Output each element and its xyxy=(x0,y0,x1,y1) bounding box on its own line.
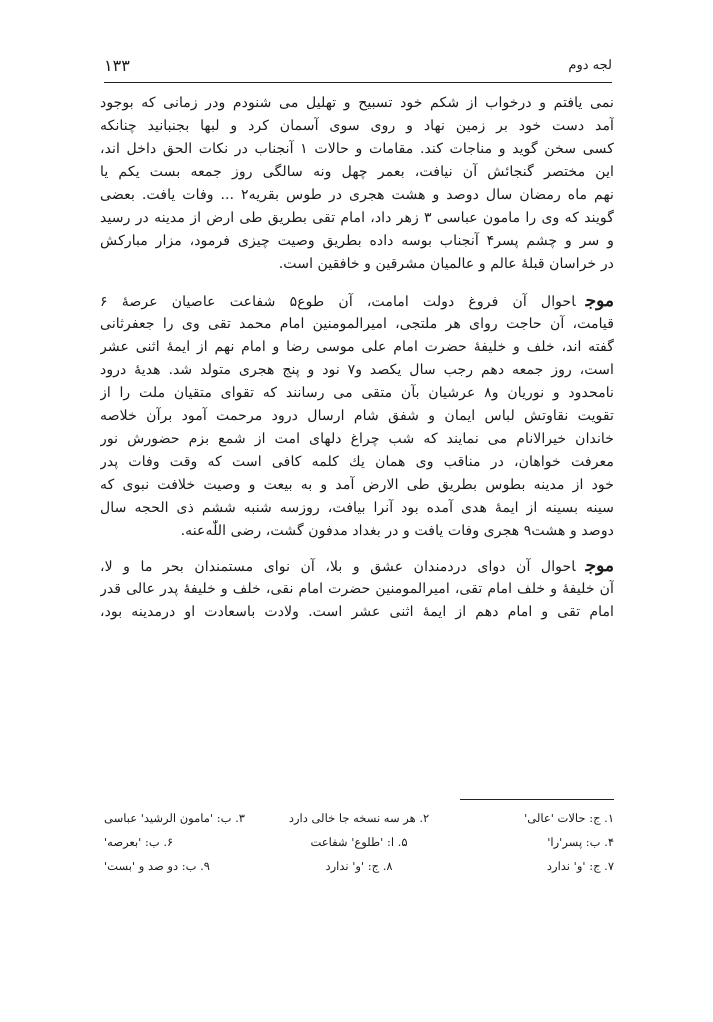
text-line-with-heading xyxy=(100,290,614,313)
footnote-row xyxy=(104,806,614,830)
footnote: ۸. ج: 'و' ندارد xyxy=(325,859,393,873)
footnote: ۲. هر سه نسخه جا خالی دارد xyxy=(288,811,430,825)
text-line: گویند که وی را مامون عباسی ۳ زهر داد، امام تقی بطریق طی ارض از مدینه در رسید xyxy=(100,210,614,226)
running-title: لجه دوم xyxy=(568,58,612,73)
text-line: آن خلیفهٔ و خلف امام تقی، امیرالمومنین حضرت امام نقی، خلف و خلیفهٔ پدر عالی قدر xyxy=(100,581,614,597)
section-heading: موج xyxy=(585,556,614,576)
footnote: ۷. ج: 'و' ندارد xyxy=(546,859,614,873)
footnote: ۵. ا: 'طلوع' شفاعت xyxy=(310,835,408,849)
footnote: ۱. ج: حالات 'عالی' xyxy=(524,811,614,825)
page-number: ۱۳۳ xyxy=(104,56,130,75)
text-line: احوال آن دوای دردمندان عشق و بلا، آن نوای مستمندان بحر ما و لا، xyxy=(100,559,576,575)
footnote: ۹. ب: دو صد و 'بست' xyxy=(104,859,210,873)
text-line: معرفت خواهان، در مناقب وی همان یك کلمه کافی است که وقت وفات پدر xyxy=(100,454,614,470)
footnotes xyxy=(104,806,614,878)
text-line: است، روز جمعه دهم رجب سال یکصد و۷ نود و پنج هجری متولد شد. هدیهٔ درود xyxy=(100,362,614,378)
text-line: سینه بسینه از ایمهٔ هدی آمده بود آنرا بیافت، روزسه شنبه ششم ذی الحجه سال xyxy=(100,500,614,516)
paragraph-1 xyxy=(100,92,614,276)
text-line: نمی یافتم و درخواب از شکم خود تسبیح و تهلیل می شنودم ودر زمانی که بوجود xyxy=(100,95,614,111)
text-line: آمد دست خود بر زمین نهاد و روی سوی آسمان کرد و لبها بجنبانید چنانکه xyxy=(100,118,614,134)
section-heading: موج xyxy=(585,291,614,311)
footnote-row xyxy=(104,830,614,854)
text-line: تقویت نقاوتش لباس ایمان و شفق شام ارسال درود مرحمت آمود برآن خلاصه xyxy=(100,408,614,424)
text-line: امام تقی و امام دهم از ایمهٔ اثنی عشر است. ولادت باسعادت او درمدینه بود، xyxy=(100,604,614,620)
text-line: نهم ماه رمضان سال دوصد و هشت هجری در طوس بقریه۲ ... وفات یافت. بعضی xyxy=(100,187,614,203)
text-line: این مختصر گنجائش آن نیافت، بعمر چهل ونه سالگی روز جمعه بست یکم یا xyxy=(100,164,614,180)
header-rule xyxy=(104,82,612,83)
paragraph-3 xyxy=(100,555,614,624)
footnote-rule xyxy=(460,799,614,800)
text-line: قیامت، آن حاجت روای هر ملتجی، امیرالمومنین امام محمد تقی وی را جعفرثانی xyxy=(100,316,614,332)
footnote: ۶. ب: 'بعرصه' xyxy=(104,835,174,849)
footnote: ۳. ب: 'مامون الرشید' عباسی xyxy=(104,811,245,825)
footnote-row xyxy=(104,854,614,878)
text-line: و سر و چشم پسر۴ آنجناب بوسه داده بطریق وصیت چیزی فرمود، مزار مبارکش xyxy=(100,233,614,249)
text-line: دوصد و هشت۹ هجری وفات یافت و در بغداد مدفون گشت، رضی اللّٰه‌عنه. xyxy=(180,523,614,539)
text-line: احوال آن فروغ دولت امامت، آن طوع۵ شفاعت عاصیان عرصهٔ ۶ xyxy=(100,294,576,310)
text-line: خود از مدینه بطوس بطریق طی الارض آمد و به بیعت و وصیت خلافت نبوی که xyxy=(100,477,614,493)
text-line-with-heading xyxy=(100,555,614,578)
text-line: نامحدود و نوریان و۸ عرشیان بآن متقی می رسانند که تقوای متقیان ملت را از xyxy=(100,385,614,401)
page-header xyxy=(104,56,612,78)
text-line: کسی سخن گوید و مناجات کند. مقامات و حالات ۱ آنجناب در نکات الحق داخل اند، xyxy=(100,141,614,157)
text-line: گفته اند، خلف و خلیفهٔ حضرت امام علی موسی رضا و امام نهم از ایمهٔ اثنی عشر xyxy=(100,339,614,355)
text-line: در خراسان قبلهٔ عالم و عالمیان مشرقین و خافقین است. xyxy=(278,256,614,272)
body-text xyxy=(100,92,614,624)
footnote: ۴. ب: پسر'را' xyxy=(547,835,614,849)
text-line: خاندان خیرالانام می نمایند که شب چراغ دلهای امت از شمع بزم حضورش نور xyxy=(100,431,614,447)
paragraph-2 xyxy=(100,290,614,543)
